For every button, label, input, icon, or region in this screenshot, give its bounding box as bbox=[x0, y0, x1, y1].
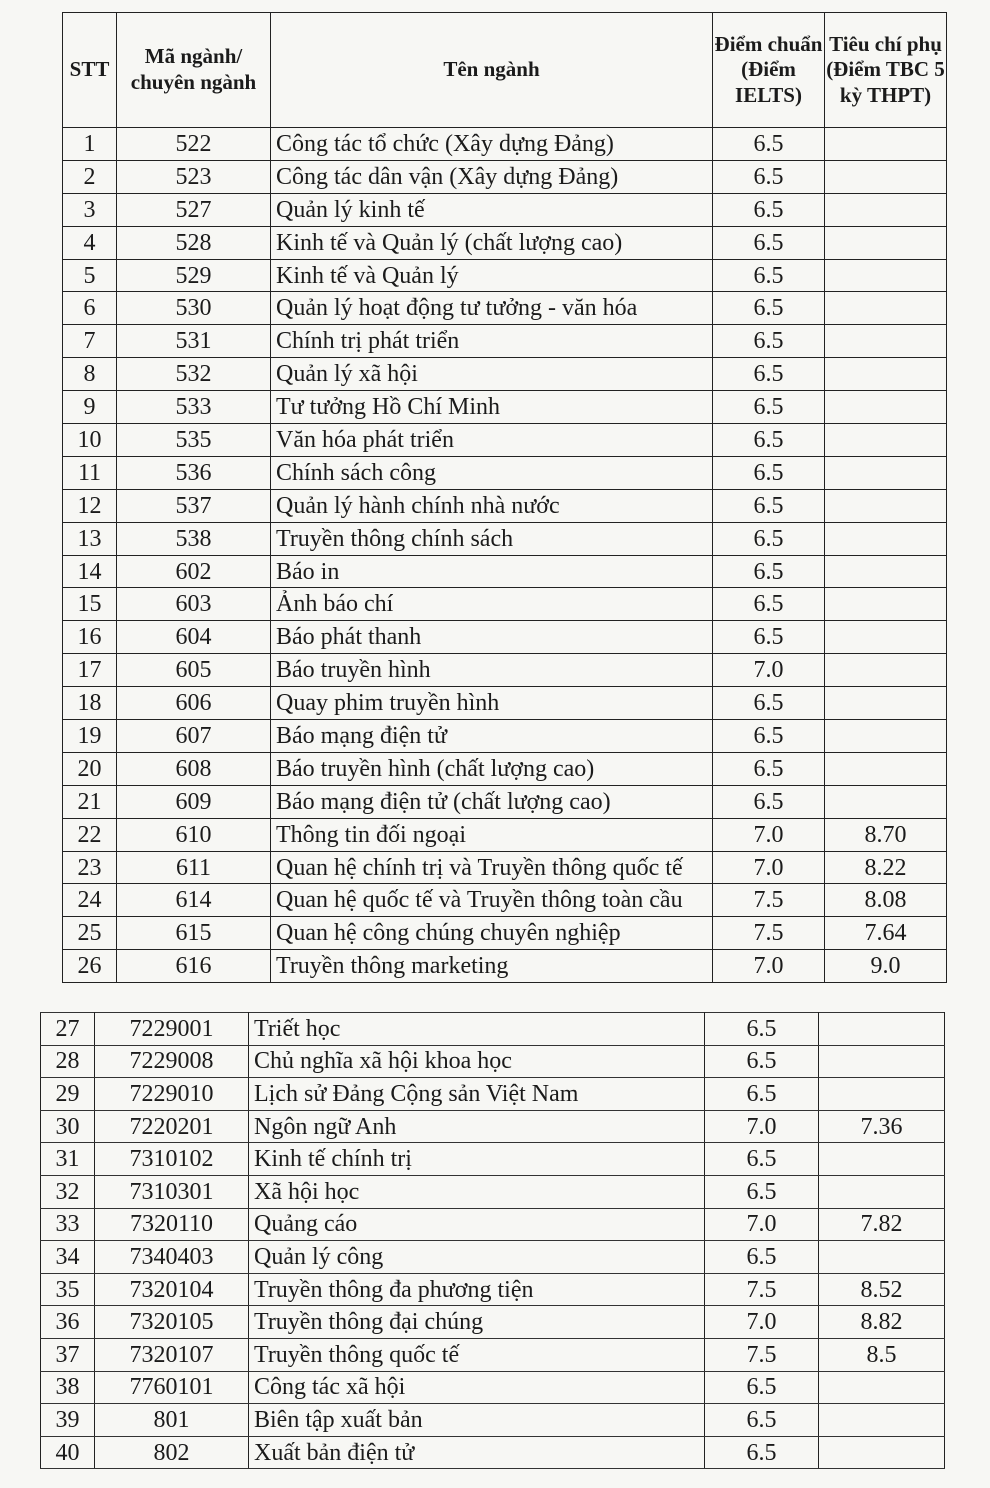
cell-major-name: Quản lý hoạt động tư tưởng - văn hóa bbox=[271, 292, 713, 325]
table-row bbox=[41, 1045, 945, 1078]
cell-ielts-score: 6.5 bbox=[713, 226, 825, 259]
cell-major-name: Ảnh báo chí bbox=[271, 588, 713, 621]
cell-major-code: 538 bbox=[117, 522, 271, 555]
cell-major-code: 7320110 bbox=[95, 1208, 249, 1241]
cell-major-code: 7220201 bbox=[95, 1110, 249, 1143]
cell-major-name: Ngôn ngữ Anh bbox=[249, 1110, 705, 1143]
cell-major-code: 606 bbox=[117, 687, 271, 720]
cell-major-code: 614 bbox=[117, 884, 271, 917]
cell-sub-criteria bbox=[825, 785, 947, 818]
cell-major-name: Quản lý xã hội bbox=[271, 358, 713, 391]
cell-ielts-score: 6.5 bbox=[705, 1404, 819, 1437]
cell-major-name: Kinh tế chính trị bbox=[249, 1143, 705, 1176]
table-row bbox=[63, 654, 947, 687]
cell-ielts-score: 6.5 bbox=[713, 193, 825, 226]
cell-major-name: Báo truyền hình bbox=[271, 654, 713, 687]
cell-major-code: 7320105 bbox=[95, 1306, 249, 1339]
cell-ielts-score: 7.0 bbox=[705, 1208, 819, 1241]
cell-stt: 36 bbox=[41, 1306, 95, 1339]
cell-sub-criteria bbox=[825, 259, 947, 292]
cell-ielts-score: 6.5 bbox=[713, 588, 825, 621]
cell-sub-criteria: 8.82 bbox=[819, 1306, 945, 1339]
cell-stt: 9 bbox=[63, 391, 117, 424]
cell-sub-criteria bbox=[819, 1241, 945, 1274]
cell-sub-criteria bbox=[819, 1013, 945, 1046]
cell-sub-criteria bbox=[825, 226, 947, 259]
table-row bbox=[63, 128, 947, 161]
cell-ielts-score: 6.5 bbox=[713, 325, 825, 358]
cell-major-name: Truyền thông marketing bbox=[271, 950, 713, 983]
cell-stt: 26 bbox=[63, 950, 117, 983]
cell-stt: 40 bbox=[41, 1436, 95, 1469]
cell-major-code: 537 bbox=[117, 489, 271, 522]
cell-ielts-score: 6.5 bbox=[713, 555, 825, 588]
cell-sub-criteria: 8.5 bbox=[819, 1338, 945, 1371]
cell-ielts-score: 6.5 bbox=[713, 456, 825, 489]
cell-ielts-score: 6.5 bbox=[705, 1241, 819, 1274]
table-row bbox=[63, 160, 947, 193]
header-row bbox=[63, 13, 947, 128]
cell-major-name: Chính sách công bbox=[271, 456, 713, 489]
cell-stt: 27 bbox=[41, 1013, 95, 1046]
cell-major-name: Chính trị phát triển bbox=[271, 325, 713, 358]
cell-major-name: Báo mạng điện tử (chất lượng cao) bbox=[271, 785, 713, 818]
table-row bbox=[63, 621, 947, 654]
cell-major-code: 530 bbox=[117, 292, 271, 325]
cell-stt: 16 bbox=[63, 621, 117, 654]
cell-major-code: 7340403 bbox=[95, 1241, 249, 1274]
cell-major-code: 535 bbox=[117, 424, 271, 457]
cell-major-name: Tư tưởng Hồ Chí Minh bbox=[271, 391, 713, 424]
cell-sub-criteria bbox=[825, 588, 947, 621]
cell-major-name: Quay phim truyền hình bbox=[271, 687, 713, 720]
cell-sub-criteria bbox=[819, 1371, 945, 1404]
cell-stt: 6 bbox=[63, 292, 117, 325]
cell-stt: 34 bbox=[41, 1241, 95, 1274]
cell-major-name: Lịch sử Đảng Cộng sản Việt Nam bbox=[249, 1078, 705, 1111]
table-row bbox=[41, 1110, 945, 1143]
cell-stt: 4 bbox=[63, 226, 117, 259]
cell-sub-criteria bbox=[825, 752, 947, 785]
cell-major-code: 609 bbox=[117, 785, 271, 818]
cell-stt: 30 bbox=[41, 1110, 95, 1143]
cell-sub-criteria bbox=[825, 489, 947, 522]
cell-major-name: Báo in bbox=[271, 555, 713, 588]
table-row bbox=[63, 720, 947, 753]
cell-ielts-score: 6.5 bbox=[705, 1436, 819, 1469]
cell-major-code: 522 bbox=[117, 128, 271, 161]
cell-stt: 32 bbox=[41, 1175, 95, 1208]
cell-major-code: 529 bbox=[117, 259, 271, 292]
cell-stt: 29 bbox=[41, 1078, 95, 1111]
cell-sub-criteria bbox=[825, 325, 947, 358]
cell-major-code: 523 bbox=[117, 160, 271, 193]
cell-sub-criteria bbox=[825, 621, 947, 654]
table-row bbox=[63, 588, 947, 621]
table-row bbox=[41, 1404, 945, 1437]
cell-ielts-score: 6.5 bbox=[705, 1175, 819, 1208]
cell-sub-criteria: 8.52 bbox=[819, 1273, 945, 1306]
cell-stt: 13 bbox=[63, 522, 117, 555]
table-row bbox=[41, 1241, 945, 1274]
cell-major-code: 802 bbox=[95, 1436, 249, 1469]
cell-stt: 10 bbox=[63, 424, 117, 457]
cell-sub-criteria: 7.64 bbox=[825, 917, 947, 950]
cell-ielts-score: 7.0 bbox=[713, 851, 825, 884]
table-row bbox=[63, 752, 947, 785]
cell-stt: 2 bbox=[63, 160, 117, 193]
cell-ielts-score: 7.5 bbox=[713, 884, 825, 917]
table-row bbox=[41, 1338, 945, 1371]
cell-major-name: Xuất bản điện tử bbox=[249, 1436, 705, 1469]
table-row bbox=[63, 489, 947, 522]
cell-ielts-score: 6.5 bbox=[713, 621, 825, 654]
table-row bbox=[63, 818, 947, 851]
cell-major-name: Báo truyền hình (chất lượng cao) bbox=[271, 752, 713, 785]
cell-sub-criteria bbox=[825, 160, 947, 193]
cell-ielts-score: 7.5 bbox=[705, 1338, 819, 1371]
cell-ielts-score: 6.5 bbox=[713, 687, 825, 720]
cell-ielts-score: 6.5 bbox=[713, 522, 825, 555]
cell-major-code: 801 bbox=[95, 1404, 249, 1437]
cell-major-name: Quan hệ chính trị và Truyền thông quốc tế bbox=[271, 851, 713, 884]
cell-sub-criteria bbox=[819, 1143, 945, 1176]
cell-ielts-score: 6.5 bbox=[705, 1078, 819, 1111]
table-row bbox=[63, 917, 947, 950]
cell-ielts-score: 6.5 bbox=[705, 1371, 819, 1404]
cell-sub-criteria bbox=[825, 555, 947, 588]
table-row bbox=[41, 1273, 945, 1306]
cell-stt: 21 bbox=[63, 785, 117, 818]
cell-sub-criteria bbox=[825, 391, 947, 424]
cell-major-code: 7229001 bbox=[95, 1013, 249, 1046]
cell-sub-criteria bbox=[819, 1175, 945, 1208]
cell-major-code: 528 bbox=[117, 226, 271, 259]
cell-ielts-score: 6.5 bbox=[713, 489, 825, 522]
cell-stt: 7 bbox=[63, 325, 117, 358]
table-row bbox=[41, 1143, 945, 1176]
cell-major-code: 7229010 bbox=[95, 1078, 249, 1111]
cell-sub-criteria bbox=[825, 193, 947, 226]
cell-ielts-score: 6.5 bbox=[713, 160, 825, 193]
cell-ielts-score: 6.5 bbox=[705, 1013, 819, 1046]
table-row bbox=[63, 259, 947, 292]
cell-stt: 15 bbox=[63, 588, 117, 621]
cell-major-name: Chủ nghĩa xã hội khoa học bbox=[249, 1045, 705, 1078]
cell-ielts-score: 6.5 bbox=[713, 358, 825, 391]
table-row bbox=[63, 522, 947, 555]
cell-major-code: 616 bbox=[117, 950, 271, 983]
table-row bbox=[63, 193, 947, 226]
cell-stt: 24 bbox=[63, 884, 117, 917]
cell-stt: 17 bbox=[63, 654, 117, 687]
cell-major-name: Kinh tế và Quản lý (chất lượng cao) bbox=[271, 226, 713, 259]
cell-major-name: Truyền thông chính sách bbox=[271, 522, 713, 555]
cell-sub-criteria bbox=[825, 358, 947, 391]
cell-major-name: Triết học bbox=[249, 1013, 705, 1046]
cell-major-code: 7760101 bbox=[95, 1371, 249, 1404]
table-row bbox=[63, 226, 947, 259]
table-row bbox=[41, 1371, 945, 1404]
cell-ielts-score: 7.5 bbox=[713, 917, 825, 950]
cell-sub-criteria bbox=[825, 687, 947, 720]
cell-major-code: 607 bbox=[117, 720, 271, 753]
cell-major-code: 604 bbox=[117, 621, 271, 654]
table-row bbox=[63, 950, 947, 983]
table-row bbox=[63, 884, 947, 917]
cell-sub-criteria bbox=[825, 720, 947, 753]
cell-stt: 8 bbox=[63, 358, 117, 391]
cell-major-name: Báo mạng điện tử bbox=[271, 720, 713, 753]
cell-ielts-score: 6.5 bbox=[713, 720, 825, 753]
cell-major-name: Quản lý công bbox=[249, 1241, 705, 1274]
cell-ielts-score: 7.0 bbox=[713, 818, 825, 851]
cell-stt: 28 bbox=[41, 1045, 95, 1078]
cell-major-name: Quan hệ công chúng chuyên nghiệp bbox=[271, 917, 713, 950]
cell-sub-criteria bbox=[825, 522, 947, 555]
cell-major-code: 605 bbox=[117, 654, 271, 687]
header-stt: STT bbox=[63, 13, 117, 128]
cell-major-name: Truyền thông đa phương tiện bbox=[249, 1273, 705, 1306]
cell-sub-criteria bbox=[825, 292, 947, 325]
cell-stt: 23 bbox=[63, 851, 117, 884]
cell-major-code: 610 bbox=[117, 818, 271, 851]
cell-major-code: 7229008 bbox=[95, 1045, 249, 1078]
cell-ielts-score: 6.5 bbox=[713, 752, 825, 785]
cell-stt: 18 bbox=[63, 687, 117, 720]
cell-sub-criteria: 7.36 bbox=[819, 1110, 945, 1143]
cell-major-name: Công tác tổ chức (Xây dựng Đảng) bbox=[271, 128, 713, 161]
cell-sub-criteria: 8.08 bbox=[825, 884, 947, 917]
cell-major-name: Kinh tế và Quản lý bbox=[271, 259, 713, 292]
header-name: Tên ngành bbox=[271, 13, 713, 128]
cell-sub-criteria: 8.70 bbox=[825, 818, 947, 851]
table-row bbox=[41, 1175, 945, 1208]
cell-sub-criteria bbox=[819, 1404, 945, 1437]
table-row bbox=[63, 325, 947, 358]
table-row bbox=[63, 456, 947, 489]
cell-ielts-score: 7.0 bbox=[705, 1110, 819, 1143]
table-row bbox=[41, 1078, 945, 1111]
cell-ielts-score: 7.0 bbox=[713, 654, 825, 687]
cell-major-code: 531 bbox=[117, 325, 271, 358]
cell-stt: 31 bbox=[41, 1143, 95, 1176]
cell-stt: 35 bbox=[41, 1273, 95, 1306]
table-row bbox=[63, 555, 947, 588]
cell-major-code: 602 bbox=[117, 555, 271, 588]
cell-major-name: Truyền thông đại chúng bbox=[249, 1306, 705, 1339]
cell-ielts-score: 7.0 bbox=[713, 950, 825, 983]
cell-major-name: Công tác xã hội bbox=[249, 1371, 705, 1404]
cell-stt: 39 bbox=[41, 1404, 95, 1437]
cell-stt: 14 bbox=[63, 555, 117, 588]
cell-ielts-score: 6.5 bbox=[705, 1045, 819, 1078]
cell-major-name: Thông tin đối ngoại bbox=[271, 818, 713, 851]
table-row bbox=[63, 391, 947, 424]
cell-sub-criteria: 8.22 bbox=[825, 851, 947, 884]
cell-ielts-score: 6.5 bbox=[713, 391, 825, 424]
cell-major-name: Xã hội học bbox=[249, 1175, 705, 1208]
cell-sub-criteria bbox=[825, 654, 947, 687]
table-row bbox=[63, 358, 947, 391]
cell-major-code: 533 bbox=[117, 391, 271, 424]
cell-ielts-score: 6.5 bbox=[713, 424, 825, 457]
cell-stt: 11 bbox=[63, 456, 117, 489]
cell-ielts-score: 6.5 bbox=[713, 128, 825, 161]
table-row bbox=[41, 1013, 945, 1046]
cell-major-name: Biên tập xuất bản bbox=[249, 1404, 705, 1437]
cell-ielts-score: 6.5 bbox=[713, 292, 825, 325]
cell-stt: 5 bbox=[63, 259, 117, 292]
cell-major-code: 7310102 bbox=[95, 1143, 249, 1176]
cell-ielts-score: 7.5 bbox=[705, 1273, 819, 1306]
cell-major-name: Công tác dân vận (Xây dựng Đảng) bbox=[271, 160, 713, 193]
cell-major-name: Báo phát thanh bbox=[271, 621, 713, 654]
cell-sub-criteria: 7.82 bbox=[819, 1208, 945, 1241]
cell-sub-criteria bbox=[825, 456, 947, 489]
cell-stt: 22 bbox=[63, 818, 117, 851]
cell-stt: 1 bbox=[63, 128, 117, 161]
cell-stt: 37 bbox=[41, 1338, 95, 1371]
table-row bbox=[63, 424, 947, 457]
admission-table-part-2 bbox=[40, 1012, 945, 1469]
cell-sub-criteria bbox=[819, 1078, 945, 1111]
cell-major-name: Truyền thông quốc tế bbox=[249, 1338, 705, 1371]
cell-sub-criteria bbox=[825, 128, 947, 161]
header-code: Mã ngành/ chuyên ngành bbox=[117, 13, 271, 128]
header-score: Điểm chuẩn (Điểm IELTS) bbox=[713, 13, 825, 128]
cell-major-code: 611 bbox=[117, 851, 271, 884]
cell-major-name: Văn hóa phát triển bbox=[271, 424, 713, 457]
table-row bbox=[63, 292, 947, 325]
cell-sub-criteria: 9.0 bbox=[825, 950, 947, 983]
table-row bbox=[63, 785, 947, 818]
cell-major-code: 7320107 bbox=[95, 1338, 249, 1371]
cell-major-code: 608 bbox=[117, 752, 271, 785]
cell-sub-criteria bbox=[819, 1045, 945, 1078]
cell-major-code: 532 bbox=[117, 358, 271, 391]
cell-sub-criteria bbox=[825, 424, 947, 457]
cell-major-code: 615 bbox=[117, 917, 271, 950]
admission-table-part-1 bbox=[62, 12, 947, 983]
cell-ielts-score: 6.5 bbox=[705, 1143, 819, 1176]
cell-stt: 38 bbox=[41, 1371, 95, 1404]
table-row bbox=[41, 1306, 945, 1339]
cell-ielts-score: 6.5 bbox=[713, 785, 825, 818]
header-sub-criteria: Tiêu chí phụ (Điểm TBC 5 kỳ THPT) bbox=[825, 13, 947, 128]
table-row bbox=[63, 851, 947, 884]
cell-stt: 25 bbox=[63, 917, 117, 950]
cell-major-name: Quảng cáo bbox=[249, 1208, 705, 1241]
cell-major-code: 7310301 bbox=[95, 1175, 249, 1208]
table-row bbox=[41, 1208, 945, 1241]
cell-ielts-score: 7.0 bbox=[705, 1306, 819, 1339]
cell-stt: 12 bbox=[63, 489, 117, 522]
cell-ielts-score: 6.5 bbox=[713, 259, 825, 292]
table-row bbox=[41, 1436, 945, 1469]
cell-major-name: Quản lý hành chính nhà nước bbox=[271, 489, 713, 522]
cell-stt: 33 bbox=[41, 1208, 95, 1241]
cell-major-name: Quản lý kinh tế bbox=[271, 193, 713, 226]
cell-major-code: 536 bbox=[117, 456, 271, 489]
table-row bbox=[63, 687, 947, 720]
cell-major-code: 7320104 bbox=[95, 1273, 249, 1306]
cell-major-code: 603 bbox=[117, 588, 271, 621]
cell-major-name: Quan hệ quốc tế và Truyền thông toàn cầu bbox=[271, 884, 713, 917]
cell-stt: 3 bbox=[63, 193, 117, 226]
cell-sub-criteria bbox=[819, 1436, 945, 1469]
cell-major-code: 527 bbox=[117, 193, 271, 226]
cell-stt: 19 bbox=[63, 720, 117, 753]
cell-stt: 20 bbox=[63, 752, 117, 785]
